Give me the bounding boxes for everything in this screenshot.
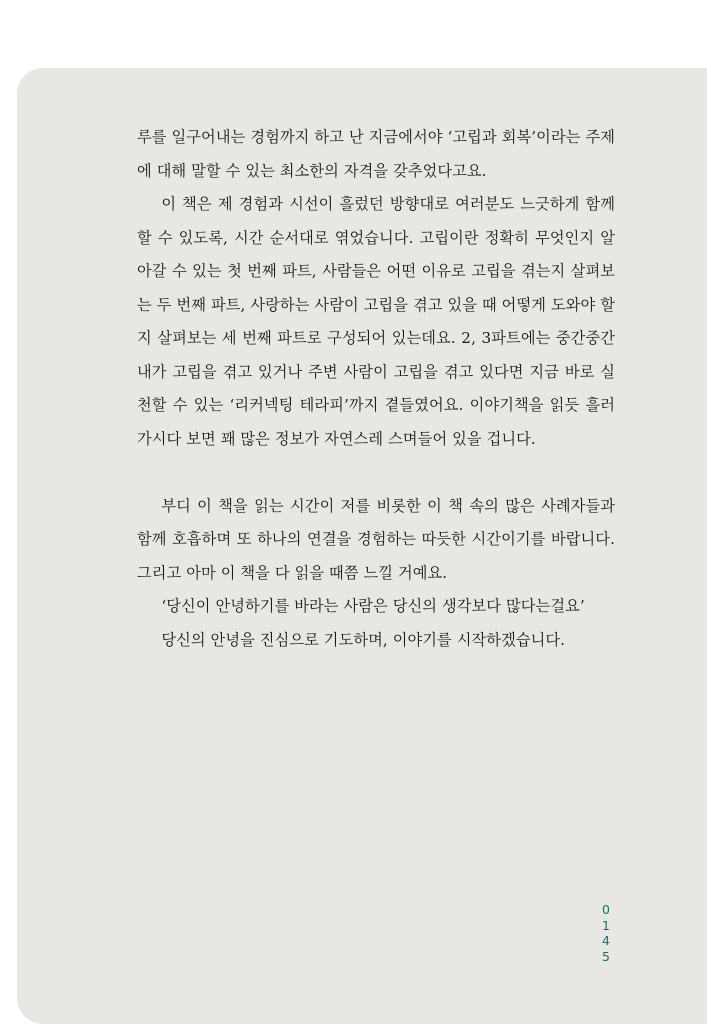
paragraph-spacer xyxy=(137,456,615,490)
page-number-digit: 5 xyxy=(602,948,610,964)
body-paragraph: 부디 이 책을 읽는 시간이 저를 비롯한 이 책 속의 많은 사례자들과 함께 호흡하며 또 하나의 연결을 경험하는 따듯한 시간이기를 바랍니다. 그리고 아마 이 책을 다 읽을 때쯤 느낄 거예요. xyxy=(137,496,615,582)
page-number xyxy=(597,902,615,964)
body-paragraph: 당신의 안녕을 진심으로 기도하며, 이야기를 시작하겠습니다. xyxy=(161,630,566,649)
page-number-digit: 1 xyxy=(602,917,610,933)
body-paragraph: ‘당신이 안녕하기를 바라는 사람은 당신의 생각보다 많다는걸요’ xyxy=(161,597,585,615)
page-number-digit: 0 xyxy=(602,902,610,917)
book-page xyxy=(17,68,707,1024)
body-paragraph: 루를 일구어내는 경험까지 하고 난 지금에서야 ‘고립과 회복’이라는 주제에 대해 말할 수 있는 최소한의 자격을 갖추었다고요. xyxy=(137,128,615,180)
page-number-digit: 4 xyxy=(602,933,610,948)
body-paragraph: 이 책은 제 경험과 시선이 흘렀던 방향대로 여러분도 느긋하게 함께할 수 있도록, 시간 순서대로 엮었습니다. 고립이란 정확히 무엇인지 알아갈 수 있는 첫 번째 파트, 사람들은 어떤 이유로 고립을 겪는지 살펴보는 두 번째 파트, 사랑하는 사람이 고립을 겪고 있을 때 어떻게 도와야 할지 살펴보는 세 번째 파트로 구성되어 있는데요. 2, 3파트에는 중간중간 내가 고립을 겪고 있거나 주변 사람이 고립을 겪고 있다면 지금 바로 실천할 수 있는 ‘리커넥팅 테라피’까지 곁들였어요. 이야기책을 읽듯 흘러가시다 보면 꽤 많은 정보가 자연스레 스며들어 있을 겁니다. xyxy=(137,195,615,448)
page-text-column xyxy=(137,121,615,657)
